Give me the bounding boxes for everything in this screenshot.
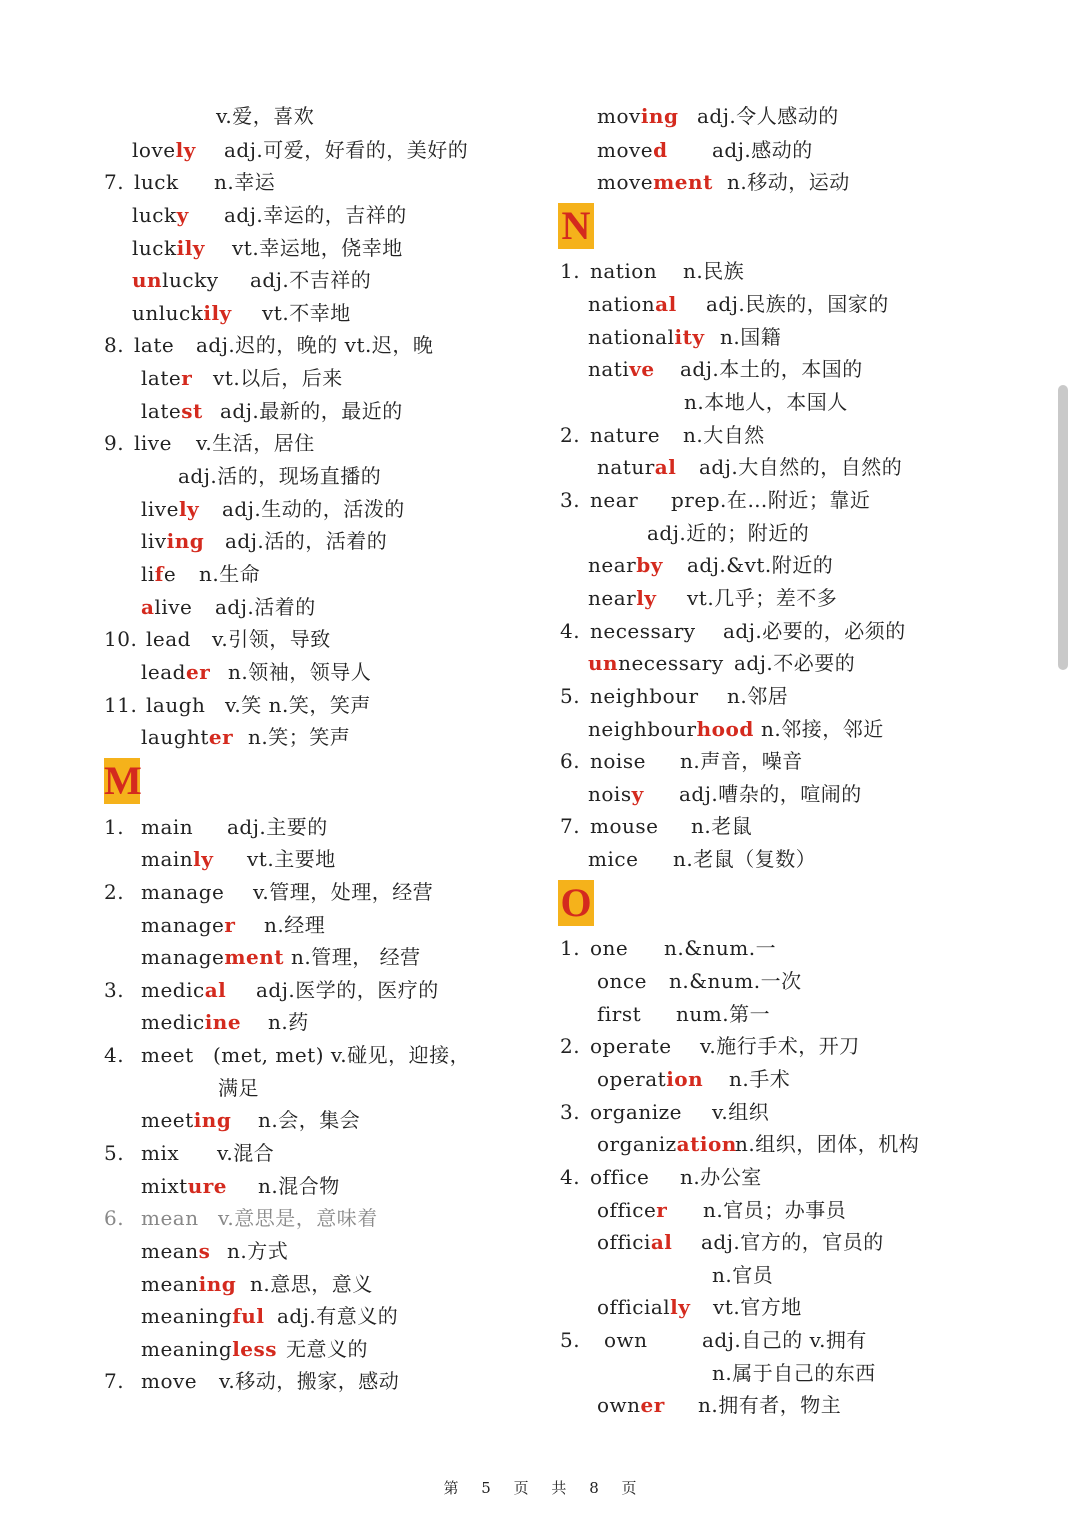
- entry-word: [588, 651, 724, 675]
- entry-word: [141, 1141, 179, 1165]
- entry-word: [590, 619, 696, 643]
- entry-definition: adj.不必要的: [734, 651, 856, 675]
- entry-word: [597, 138, 668, 162]
- entry-definition: n.移动，运动: [727, 170, 850, 194]
- entry-word: [597, 170, 713, 194]
- word-root: live: [141, 497, 179, 521]
- entry-word: [132, 268, 219, 292]
- entry-definition: adj.令人感动的: [697, 104, 839, 128]
- entry-word: [590, 749, 646, 773]
- word-suffix: al: [654, 455, 677, 479]
- entry-number: 2.: [560, 423, 581, 447]
- entry-definition: 无意义的: [286, 1337, 368, 1361]
- entry-word: [141, 1010, 241, 1034]
- word-root: meet: [141, 1108, 194, 1132]
- entry-definition: n.民族: [683, 259, 745, 283]
- entry-word: [141, 1043, 194, 1067]
- word-suffix: ation: [676, 1132, 737, 1156]
- word-suffix: ly: [670, 1295, 691, 1319]
- entry-number: 4.: [560, 1165, 581, 1189]
- word-suffix: ly: [175, 138, 196, 162]
- word-suffix: er: [640, 1393, 665, 1417]
- entry-definition: adj.生动的，活泼的: [222, 497, 405, 521]
- word-root: mixt: [141, 1174, 188, 1198]
- entry-definition: n.&num.一次: [669, 969, 802, 993]
- word-root: luck: [134, 170, 179, 194]
- entry-word: [590, 814, 659, 838]
- entry-number: 1.: [560, 936, 581, 960]
- entry-number: 5.: [560, 684, 581, 708]
- entry-definition: adj.有意义的: [277, 1304, 399, 1328]
- word-root: mice: [588, 847, 639, 871]
- word-root: manage: [141, 913, 225, 937]
- section-letter-m: M: [104, 758, 142, 803]
- entry-definition: adj.本土的，本国的: [680, 357, 863, 381]
- entry-definition: v.意思是，意味着: [218, 1206, 378, 1230]
- entry-number: 3.: [560, 488, 581, 512]
- entry-number: 8.: [104, 333, 125, 357]
- entry-definition: n.大自然: [683, 423, 765, 447]
- word-root: nois: [588, 782, 632, 806]
- entry-word: [597, 455, 676, 479]
- entry-word: [141, 1174, 227, 1198]
- word-root: necessary: [590, 619, 696, 643]
- word-suffix: ily: [203, 301, 232, 325]
- word-root: noise: [590, 749, 646, 773]
- word-root: unluck: [132, 301, 204, 325]
- word-root: mean: [141, 1206, 199, 1230]
- entry-definition: v.引领，导致: [212, 627, 331, 651]
- entry-definition: n.属于自己的东西: [712, 1361, 876, 1385]
- entry-word: [597, 1295, 690, 1319]
- entry-word: [141, 1108, 231, 1132]
- entry-word: [588, 782, 644, 806]
- word-root: late: [141, 366, 182, 390]
- word-root: meaning: [141, 1337, 233, 1361]
- word-suffix: s: [198, 1239, 211, 1263]
- word-suffix: y: [631, 782, 644, 806]
- word-suffix: ion: [666, 1067, 704, 1091]
- word-root: organiz: [597, 1132, 677, 1156]
- entry-word: [590, 936, 628, 960]
- word-root: natur: [597, 455, 655, 479]
- word-suffix: al: [204, 978, 227, 1002]
- entry-definition: v.爱，喜欢: [216, 104, 315, 128]
- word-root: meaning: [141, 1304, 233, 1328]
- entry-number: 6.: [104, 1206, 125, 1230]
- entry-word: [597, 969, 647, 993]
- entry-definition: v.施行手术，开刀: [700, 1034, 860, 1058]
- entry-word: [141, 366, 192, 390]
- entry-definition: adj.感动的: [712, 138, 813, 162]
- word-root: office: [597, 1198, 657, 1222]
- entry-word: [141, 725, 233, 749]
- entry-number: 7.: [104, 170, 125, 194]
- word-root: mix: [141, 1141, 180, 1165]
- entry-definition: n.国籍: [720, 325, 782, 349]
- entry-word: [141, 1304, 264, 1328]
- entry-word: [141, 913, 235, 937]
- entry-definition: adj.可爱，好看的，美好的: [224, 138, 469, 162]
- entry-number: 3.: [104, 978, 125, 1002]
- entry-definition: n.药: [268, 1010, 309, 1034]
- word-root: mouse: [590, 814, 659, 838]
- entry-definition: n.&num.一: [664, 936, 777, 960]
- word-root: necessary: [618, 651, 724, 675]
- entry-definition: n.老鼠: [691, 814, 753, 838]
- entry-word: [134, 170, 179, 194]
- entry-definition: vt.几乎；差不多: [687, 586, 838, 610]
- entry-word: [597, 1198, 667, 1222]
- word-suffix: ly: [178, 497, 200, 521]
- entry-definition: n.混合物: [258, 1174, 340, 1198]
- entry-definition: n.办公室: [680, 1165, 762, 1189]
- entry-word: [141, 595, 192, 619]
- entry-word: [588, 292, 677, 316]
- word-suffix: er: [185, 660, 211, 684]
- entry-definition: n.管理， 经营: [291, 945, 421, 969]
- entry-definition: adj.不吉祥的: [250, 268, 372, 292]
- entry-definition: adj.医学的，医疗的: [256, 978, 439, 1002]
- word-root: mean: [141, 1239, 199, 1263]
- entry-definition: n.邻接，邻近: [761, 717, 884, 741]
- word-suffix: y: [176, 203, 189, 227]
- word-suffix: ly: [636, 586, 657, 610]
- entry-definition: v.管理，处理，经营: [253, 880, 434, 904]
- entry-word: [141, 562, 176, 586]
- section-letter-n: N: [558, 203, 594, 249]
- word-root: nation: [588, 292, 656, 316]
- word-suffix: less: [232, 1337, 278, 1361]
- entry-definition: adj.大自然的，自然的: [699, 455, 903, 479]
- entry-definition: n.组织，团体，机构: [735, 1132, 920, 1156]
- entry-definition: n.生命: [199, 562, 261, 586]
- word-root: mean: [141, 1272, 199, 1296]
- entry-definition: v.笑 n.笑，笑声: [225, 693, 371, 717]
- entry-word: [132, 301, 232, 325]
- entry-number: 5.: [104, 1141, 125, 1165]
- entry-word: [141, 1337, 277, 1361]
- entry-definition: adj.官方的，官员的: [701, 1230, 884, 1254]
- word-root: near: [588, 553, 637, 577]
- word-root: near: [590, 488, 639, 512]
- entry-number: 4.: [560, 619, 581, 643]
- entry-word: [132, 138, 196, 162]
- word-root: manage: [141, 880, 225, 904]
- section-letter-o: O: [558, 880, 594, 926]
- entry-word: [597, 1132, 737, 1156]
- word-suffix: al: [650, 1230, 673, 1254]
- entry-word: [588, 553, 663, 577]
- entry-definition: n.官员: [712, 1263, 774, 1287]
- entry-word: [590, 1034, 672, 1058]
- word-suffix: r: [656, 1198, 668, 1222]
- word-root: laught: [141, 725, 209, 749]
- entry-definition: n.手术: [729, 1067, 791, 1091]
- word-root: nati: [588, 357, 630, 381]
- entry-definition: vt.官方地: [713, 1295, 802, 1319]
- entry-number: 7.: [104, 1369, 125, 1393]
- entry-definition: adj.近的；附近的: [647, 521, 810, 545]
- word-root: lead: [146, 627, 191, 651]
- entry-definition: adj.迟的，晚的 vt.迟，晚: [196, 333, 434, 357]
- entry-definition: v.生活，居住: [196, 431, 315, 455]
- word-root: own: [597, 1393, 641, 1417]
- entry-number: 3.: [560, 1100, 581, 1124]
- word-suffix: ment: [653, 170, 713, 194]
- entry-word: [141, 1272, 236, 1296]
- word-root: meet: [141, 1043, 194, 1067]
- word-suffix: ity: [674, 325, 705, 349]
- entry-definition: adj.主要的: [227, 815, 328, 839]
- entry-definition: n.拥有者，物主: [698, 1393, 842, 1417]
- footer-total-number: 8: [589, 1479, 599, 1497]
- entry-definition: v.混合: [217, 1141, 275, 1165]
- entry-definition: n.老鼠（复数）: [673, 847, 817, 871]
- entry-number: 11.: [104, 693, 138, 717]
- word-root: own: [604, 1328, 648, 1352]
- entry-word: [132, 236, 205, 260]
- word-root: neighbour: [588, 717, 697, 741]
- word-root: mov: [597, 104, 641, 128]
- word-suffix: ly: [193, 847, 214, 871]
- entry-definition: vt.不幸地: [262, 301, 351, 325]
- word-root: first: [597, 1002, 642, 1026]
- word-root: li: [141, 562, 155, 586]
- entry-definition: adj.活的，现场直播的: [178, 464, 382, 488]
- entry-definition: adj.&vt.附近的: [687, 553, 834, 577]
- entry-definition: n.幸运: [214, 170, 276, 194]
- entry-definition: n.官员；办事员: [703, 1198, 847, 1222]
- word-root: one: [590, 936, 629, 960]
- word-suffix: ve: [629, 357, 655, 381]
- entry-word: [588, 717, 754, 741]
- entry-definition: (met, met) v.碰见，迎接，: [213, 1043, 471, 1067]
- entry-word: [597, 104, 678, 128]
- word-root: office: [590, 1165, 650, 1189]
- entry-word: [141, 1206, 199, 1230]
- word-prefix: a: [141, 595, 155, 619]
- entry-definition: adj.必要的，必须的: [723, 619, 906, 643]
- page-footer: [0, 1477, 1080, 1498]
- entry-definition: vt.主要地: [247, 847, 336, 871]
- entry-word: [146, 693, 205, 717]
- word-root: live: [154, 595, 193, 619]
- word-root: liv: [141, 529, 167, 553]
- entry-number: 5.: [560, 1328, 581, 1352]
- word-root: love: [132, 138, 176, 162]
- footer-total-label: 共: [551, 1479, 567, 1497]
- word-root: nature: [590, 423, 661, 447]
- entry-definition: n.方式: [227, 1239, 289, 1263]
- word-suffix: ing: [166, 529, 205, 553]
- entry-word: [588, 847, 638, 871]
- entry-definition: adj.自己的 v.拥有: [702, 1328, 867, 1352]
- word-root: main: [141, 815, 194, 839]
- entry-word: [141, 660, 210, 684]
- entry-word: [588, 357, 655, 381]
- word-root: organize: [590, 1100, 682, 1124]
- footer-total-unit: 页: [621, 1479, 637, 1497]
- entry-word: [141, 399, 203, 423]
- entry-word: [141, 529, 204, 553]
- word-suffix: ing: [640, 104, 679, 128]
- entry-word: [590, 1100, 682, 1124]
- entry-word: [590, 684, 699, 708]
- word-root: operat: [597, 1067, 667, 1091]
- word-suffix: ure: [187, 1174, 227, 1198]
- entry-definition: num.第一: [676, 1002, 771, 1026]
- word-root: move: [141, 1369, 198, 1393]
- word-prefix: un: [132, 268, 163, 292]
- entry-word: [588, 325, 704, 349]
- word-suffix: d: [653, 138, 668, 162]
- entry-definition: adj.活着的: [215, 595, 316, 619]
- word-root: luck: [132, 236, 177, 260]
- word-suffix: f: [154, 562, 164, 586]
- scrollbar-thumb[interactable]: [1058, 385, 1068, 670]
- word-tail: e: [163, 562, 177, 586]
- word-suffix: ing: [193, 1108, 232, 1132]
- word-root: medic: [141, 1010, 205, 1034]
- entry-definition: 满足: [218, 1076, 259, 1100]
- entry-word: [132, 203, 189, 227]
- word-root: once: [597, 969, 647, 993]
- word-suffix: hood: [696, 717, 754, 741]
- entry-word: [597, 1067, 703, 1091]
- entry-word: [141, 945, 284, 969]
- entry-definition: v.组织: [712, 1100, 770, 1124]
- entry-number: 1.: [104, 815, 125, 839]
- word-root: luck: [132, 203, 177, 227]
- word-root: live: [134, 431, 172, 455]
- entry-number: 1.: [560, 259, 581, 283]
- entry-number: 7.: [560, 814, 581, 838]
- word-suffix: ment: [224, 945, 285, 969]
- footer-page-label: 第: [443, 1479, 459, 1497]
- entry-word: [134, 333, 174, 357]
- entry-word: [588, 586, 656, 610]
- word-root: late: [141, 399, 182, 423]
- entry-number: 4.: [104, 1043, 125, 1067]
- word-root: medic: [141, 978, 205, 1002]
- word-root: lead: [141, 660, 186, 684]
- entry-definition: v.移动，搬家，感动: [219, 1369, 400, 1393]
- entry-definition: vt.以后，后来: [213, 366, 343, 390]
- entry-word: [141, 880, 224, 904]
- entry-word: [141, 1369, 197, 1393]
- word-root: late: [134, 333, 175, 357]
- word-suffix: r: [224, 913, 236, 937]
- word-root: manage: [141, 945, 225, 969]
- word-root: neighbour: [590, 684, 699, 708]
- entry-number: 2.: [104, 880, 125, 904]
- entry-definition: adj.最新的，最近的: [220, 399, 403, 423]
- entry-definition: n.领袖，领导人: [228, 660, 372, 684]
- entry-definition: adj.幸运的，吉祥的: [224, 203, 407, 227]
- entry-word: [604, 1328, 648, 1352]
- entry-definition: n.本地人，本国人: [684, 390, 848, 414]
- word-root: offici: [597, 1230, 651, 1254]
- entry-definition: adj.民族的，国家的: [706, 292, 889, 316]
- word-suffix: ful: [232, 1304, 265, 1328]
- entry-definition: adj.活的，活着的: [225, 529, 388, 553]
- entry-word: [134, 431, 172, 455]
- entry-word: [590, 259, 657, 283]
- entry-word: [141, 815, 193, 839]
- word-root: official: [597, 1295, 671, 1319]
- entry-definition: n.笑；笑声: [248, 725, 351, 749]
- entry-word: [597, 1393, 665, 1417]
- word-suffix: er: [208, 725, 234, 749]
- entry-word: [597, 1230, 672, 1254]
- entry-definition: vt.幸运地，侥幸地: [232, 236, 403, 260]
- entry-definition: n.意思，意义: [250, 1272, 373, 1296]
- word-root: near: [588, 586, 637, 610]
- word-root: nation: [590, 259, 658, 283]
- entry-word: [590, 488, 638, 512]
- word-root: lucky: [162, 268, 219, 292]
- word-root: main: [141, 847, 194, 871]
- entry-definition: n.邻居: [727, 684, 789, 708]
- entry-word: [141, 847, 213, 871]
- entry-definition: prep.在…附近；靠近: [671, 488, 871, 512]
- word-prefix: un: [588, 651, 619, 675]
- entry-number: 6.: [560, 749, 581, 773]
- entry-word: [597, 1002, 641, 1026]
- word-suffix: st: [181, 399, 203, 423]
- footer-page-unit: 页: [513, 1479, 529, 1497]
- entry-word: [590, 1165, 649, 1189]
- word-suffix: r: [181, 366, 193, 390]
- word-suffix: al: [655, 292, 677, 316]
- entry-word: [146, 627, 191, 651]
- word-suffix: ing: [198, 1272, 237, 1296]
- entry-word: [141, 978, 226, 1002]
- entry-word: [590, 423, 660, 447]
- word-root: operate: [590, 1034, 672, 1058]
- entry-word: [141, 1239, 210, 1263]
- entry-definition: n.经理: [264, 913, 326, 937]
- entry-number: 9.: [104, 431, 125, 455]
- word-root: laugh: [146, 693, 206, 717]
- entry-definition: n.会，集会: [258, 1108, 361, 1132]
- word-suffix: ine: [204, 1010, 242, 1034]
- entry-definition: n.声音，噪音: [680, 749, 803, 773]
- entry-word: [141, 497, 199, 521]
- word-root: move: [597, 138, 654, 162]
- entry-number: 2.: [560, 1034, 581, 1058]
- footer-page-number: 5: [481, 1479, 491, 1497]
- word-root: move: [597, 170, 654, 194]
- word-root: national: [588, 325, 675, 349]
- word-suffix: by: [636, 553, 663, 577]
- entry-definition: adj.嘈杂的，喧闹的: [679, 782, 862, 806]
- entry-number: 10.: [104, 627, 138, 651]
- word-suffix: ily: [176, 236, 205, 260]
